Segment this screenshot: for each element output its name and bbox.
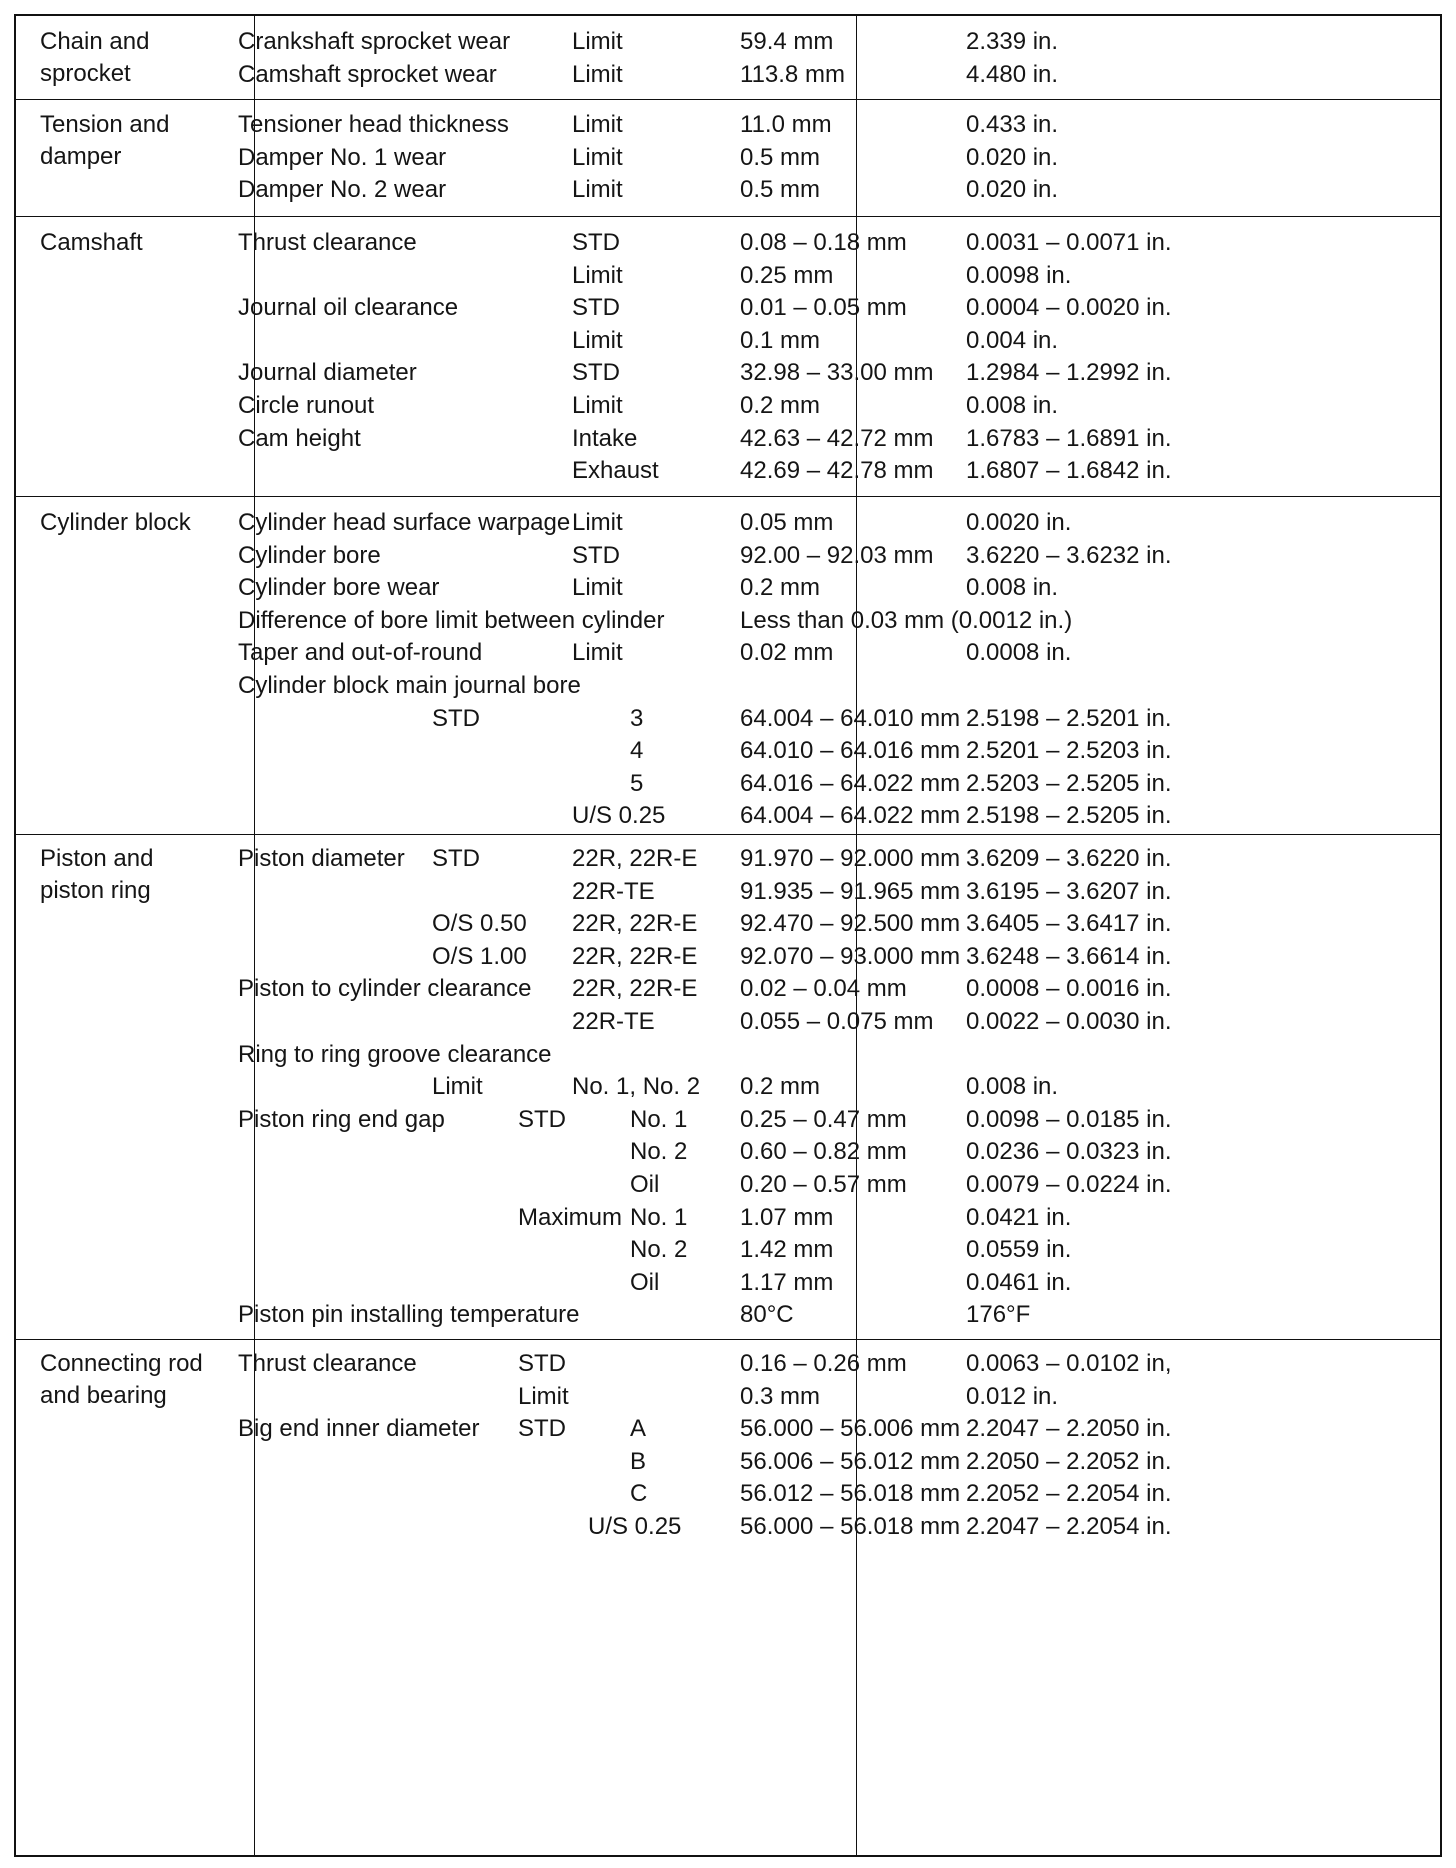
value-in: 0.0031 – 0.0071 in.	[966, 229, 1172, 256]
spec-type: STD	[572, 294, 620, 322]
value-in: 3.6220 – 3.6232 in.	[966, 541, 1172, 569]
condition: STD	[518, 1350, 566, 1377]
spec-type: STD	[572, 541, 620, 569]
value-in: 2.5203 – 2.5205 in.	[966, 769, 1172, 797]
value-mm: 64.004 – 64.010 mm	[740, 704, 961, 732]
value-in: 4.480 in.	[966, 60, 1059, 88]
value-mm: 0.2 mm	[740, 1073, 821, 1101]
spec-type: Limit	[572, 111, 623, 138]
item: Camshaft sprocket wear	[238, 60, 497, 88]
value-mm: 32.98 – 33.00 mm	[740, 359, 934, 387]
spec-type: No. 1, No. 2	[572, 1073, 701, 1101]
value-in: 2.2047 – 2.2050 in.	[966, 1415, 1172, 1443]
section-title: Cylinder block	[40, 509, 191, 536]
value-in: 1.6783 – 1.6891 in.	[966, 424, 1172, 452]
value-mm: 0.60 – 0.82 mm	[740, 1138, 907, 1166]
item: Thrust clearance	[238, 229, 417, 256]
value-mm: 1.07 mm	[740, 1203, 834, 1231]
value-in: 2.5198 – 2.5201 in.	[966, 704, 1172, 732]
value-mm: 0.02 – 0.04 mm	[740, 975, 907, 1003]
value-in: 3.6248 – 3.6614 in.	[966, 942, 1172, 970]
value-in: 2.5198 – 2.5205 in.	[966, 802, 1172, 830]
value-in: 0.008 in.	[966, 1073, 1059, 1101]
value-in: 0.0020 in.	[966, 509, 1072, 536]
spec-type: 22R, 22R-E	[572, 975, 698, 1003]
value-mm: 0.25 – 0.47 mm	[740, 1105, 907, 1133]
value-in: 0.020 in.	[966, 176, 1059, 204]
value-mm: 0.20 – 0.57 mm	[740, 1171, 907, 1198]
item: Difference of bore limit between cylinder	[238, 606, 665, 634]
spec-type: Limit	[572, 509, 623, 536]
spec-type: U/S 0.25	[572, 802, 666, 830]
value-mm: 42.69 – 42.78 mm	[740, 457, 934, 485]
value-in: 2.339 in.	[966, 28, 1059, 55]
undersize: U/S 0.25	[588, 1513, 682, 1540]
sub-item: No. 2	[630, 1138, 688, 1166]
value-in: 3.6209 – 3.6220 in.	[966, 845, 1172, 872]
condition: Limit	[518, 1382, 569, 1410]
spec-type: Limit	[572, 639, 623, 667]
value-mm: 11.0 mm	[740, 111, 832, 138]
sub-item: No. 1	[630, 1203, 688, 1231]
value-mm: 0.02 mm	[740, 639, 834, 667]
section-divider	[16, 834, 1440, 835]
section-title: piston ring	[40, 877, 151, 904]
value-in: 0.0063 – 0.0102 in,	[966, 1350, 1172, 1377]
value-in: 0.0098 in.	[966, 261, 1072, 289]
section-title: sprocket	[40, 60, 131, 87]
spec-type: Limit	[572, 28, 623, 55]
value-mm: 92.470 – 92.500 mm	[740, 910, 961, 938]
spec-type: Limit	[572, 392, 623, 419]
spec-type: Exhaust	[572, 457, 659, 485]
sub-item: 5	[630, 769, 644, 797]
spec-type: Limit	[572, 326, 623, 354]
section-divider	[16, 1339, 1440, 1340]
value-mm: 56.012 – 56.018 mm	[740, 1480, 961, 1508]
item: Damper No. 2 wear	[238, 176, 447, 204]
value-in: 0.433 in.	[966, 111, 1059, 138]
spec-type: Limit	[572, 261, 623, 289]
value-in: 0.008 in.	[966, 392, 1059, 419]
value-in: 1.6807 – 1.6842 in.	[966, 457, 1172, 485]
value-mm: 0.25 mm	[740, 261, 834, 289]
spec-type: 22R, 22R-E	[572, 942, 698, 970]
spec-type: Intake	[572, 424, 638, 452]
value-mm: 42.63 – 42.72 mm	[740, 424, 934, 452]
spec-type: 22R-TE	[572, 1008, 655, 1035]
value-mm: 56.006 – 56.012 mm	[740, 1447, 961, 1475]
condition: STD	[518, 1105, 566, 1133]
sub-item: No. 2	[630, 1236, 688, 1264]
value-mm: 113.8 mm	[740, 60, 845, 88]
value-in: 0.0098 – 0.0185 in.	[966, 1105, 1172, 1133]
section-title: Chain and	[40, 28, 150, 55]
item: Piston to cylinder clearance	[238, 975, 532, 1003]
sub-item: 4	[630, 737, 644, 765]
value-in: 3.6195 – 3.6207 in.	[966, 877, 1172, 905]
value-mm: 1.42 mm	[740, 1236, 834, 1264]
value-in: 0.0008 in.	[966, 639, 1072, 667]
item: Damper No. 1 wear	[238, 143, 447, 171]
value-mm: 0.2 mm	[740, 574, 821, 602]
condition: STD	[518, 1415, 566, 1443]
sub-item: C	[630, 1480, 648, 1508]
spec-type: Limit	[572, 176, 623, 204]
section-divider	[16, 99, 1440, 100]
spec-table	[14, 14, 1442, 1857]
value-mm: 80°C	[740, 1301, 794, 1329]
value-in: 0.0004 – 0.0020 in.	[966, 294, 1172, 322]
value-mm: 0.3 mm	[740, 1382, 821, 1410]
item: Taper and out-of-round	[238, 639, 483, 667]
item: Cylinder head surface warpage	[238, 509, 571, 536]
item: Cam height	[238, 424, 361, 452]
section-title: Tension and	[40, 111, 170, 138]
value-mm: 0.5 mm	[740, 176, 821, 204]
sub-item: Oil	[630, 1268, 660, 1296]
value-mm: 0.2 mm	[740, 392, 821, 419]
item: Circle runout	[238, 392, 375, 419]
value-mm: 0.05 mm	[740, 509, 834, 536]
value-in: 0.0079 – 0.0224 in.	[966, 1171, 1172, 1198]
item: Cylinder bore	[238, 541, 381, 569]
value-in: 176°F	[966, 1301, 1031, 1329]
item: Piston diameter	[238, 845, 405, 872]
value-in: 0.0461 in.	[966, 1268, 1072, 1296]
item: Journal diameter	[238, 359, 417, 387]
sub-item: 3	[630, 704, 644, 732]
value-mm: 0.08 – 0.18 mm	[740, 229, 907, 256]
sub-item: Oil	[630, 1171, 660, 1198]
spec-type: STD	[572, 359, 620, 387]
value-mm: 56.000 – 56.018 mm	[740, 1513, 961, 1540]
value-in: 0.012 in.	[966, 1382, 1059, 1410]
section-title: and bearing	[40, 1382, 167, 1409]
value-mm: 92.00 – 92.03 mm	[740, 541, 934, 569]
section-title: damper	[40, 143, 122, 170]
value-in: 0.020 in.	[966, 143, 1059, 171]
sub-condition: O/S 1.00	[432, 942, 527, 970]
value-in: 0.008 in.	[966, 574, 1059, 602]
value-in: 0.0022 – 0.0030 in.	[966, 1008, 1172, 1035]
spec-type: 22R, 22R-E	[572, 910, 698, 938]
item: Journal oil clearance	[238, 294, 459, 322]
sub-condition: O/S 0.50	[432, 910, 527, 938]
item: Crankshaft sprocket wear	[238, 28, 511, 55]
sub-condition: STD	[432, 845, 480, 872]
sub-item: A	[630, 1415, 647, 1443]
item: Thrust clearance	[238, 1350, 417, 1377]
value-in: 0.004 in.	[966, 326, 1059, 354]
value-in: 3.6405 – 3.6417 in.	[966, 910, 1172, 938]
value-mm: 91.935 – 91.965 mm	[740, 877, 961, 905]
spec-type: 22R, 22R-E	[572, 845, 698, 872]
section-divider	[16, 496, 1440, 497]
value-in: 0.0008 – 0.0016 in.	[966, 975, 1172, 1003]
value-mm: 0.1 mm	[740, 326, 821, 354]
item: Tensioner head thickness	[238, 111, 509, 138]
value-mm: Less than 0.03 mm (0.0012 in.)	[740, 606, 1073, 634]
value-mm: 0.055 – 0.075 mm	[740, 1008, 934, 1035]
item: Cylinder block main journal bore	[238, 672, 581, 699]
sub-condition: STD	[432, 704, 480, 732]
value-mm: 0.01 – 0.05 mm	[740, 294, 907, 322]
value-mm: 59.4 mm	[740, 28, 834, 55]
value-mm: 0.5 mm	[740, 143, 821, 171]
value-mm: 1.17 mm	[740, 1268, 834, 1296]
item: Ring to ring groove clearance	[238, 1040, 552, 1068]
section-title: Connecting rod	[40, 1350, 203, 1377]
condition: Maximum	[518, 1203, 623, 1231]
value-in: 2.5201 – 2.5203 in.	[966, 737, 1172, 765]
sub-item: No. 1	[630, 1105, 688, 1133]
spec-type: Limit	[572, 60, 623, 88]
spec-type: 22R-TE	[572, 877, 655, 905]
value-mm: 91.970 – 92.000 mm	[740, 845, 961, 872]
value-mm: 64.016 – 64.022 mm	[740, 769, 961, 797]
section-title: Piston and	[40, 845, 154, 872]
item: Piston ring end gap	[238, 1105, 445, 1133]
value-in: 1.2984 – 1.2992 in.	[966, 359, 1172, 387]
item: Big end inner diameter	[238, 1415, 480, 1443]
spec-type: Limit	[572, 574, 623, 602]
item: Cylinder bore wear	[238, 574, 440, 602]
item: Piston pin installing temperature	[238, 1301, 580, 1329]
value-mm: 92.070 – 93.000 mm	[740, 942, 961, 970]
value-in: 2.2052 – 2.2054 in.	[966, 1480, 1172, 1508]
value-in: 2.2047 – 2.2054 in.	[966, 1513, 1172, 1540]
sub-item: B	[630, 1447, 647, 1475]
value-mm: 64.004 – 64.022 mm	[740, 802, 961, 830]
section-title: Camshaft	[40, 229, 143, 256]
section-divider	[16, 216, 1440, 217]
sub-condition: Limit	[432, 1073, 483, 1101]
value-in: 2.2050 – 2.2052 in.	[966, 1447, 1172, 1475]
value-in: 0.0236 – 0.0323 in.	[966, 1138, 1172, 1166]
value-in: 0.0421 in.	[966, 1203, 1072, 1231]
value-in: 0.0559 in.	[966, 1236, 1072, 1264]
spec-type: STD	[572, 229, 620, 256]
value-mm: 0.16 – 0.26 mm	[740, 1350, 907, 1377]
value-mm: 64.010 – 64.016 mm	[740, 737, 961, 765]
value-mm: 56.000 – 56.006 mm	[740, 1415, 961, 1443]
spec-type: Limit	[572, 143, 623, 171]
